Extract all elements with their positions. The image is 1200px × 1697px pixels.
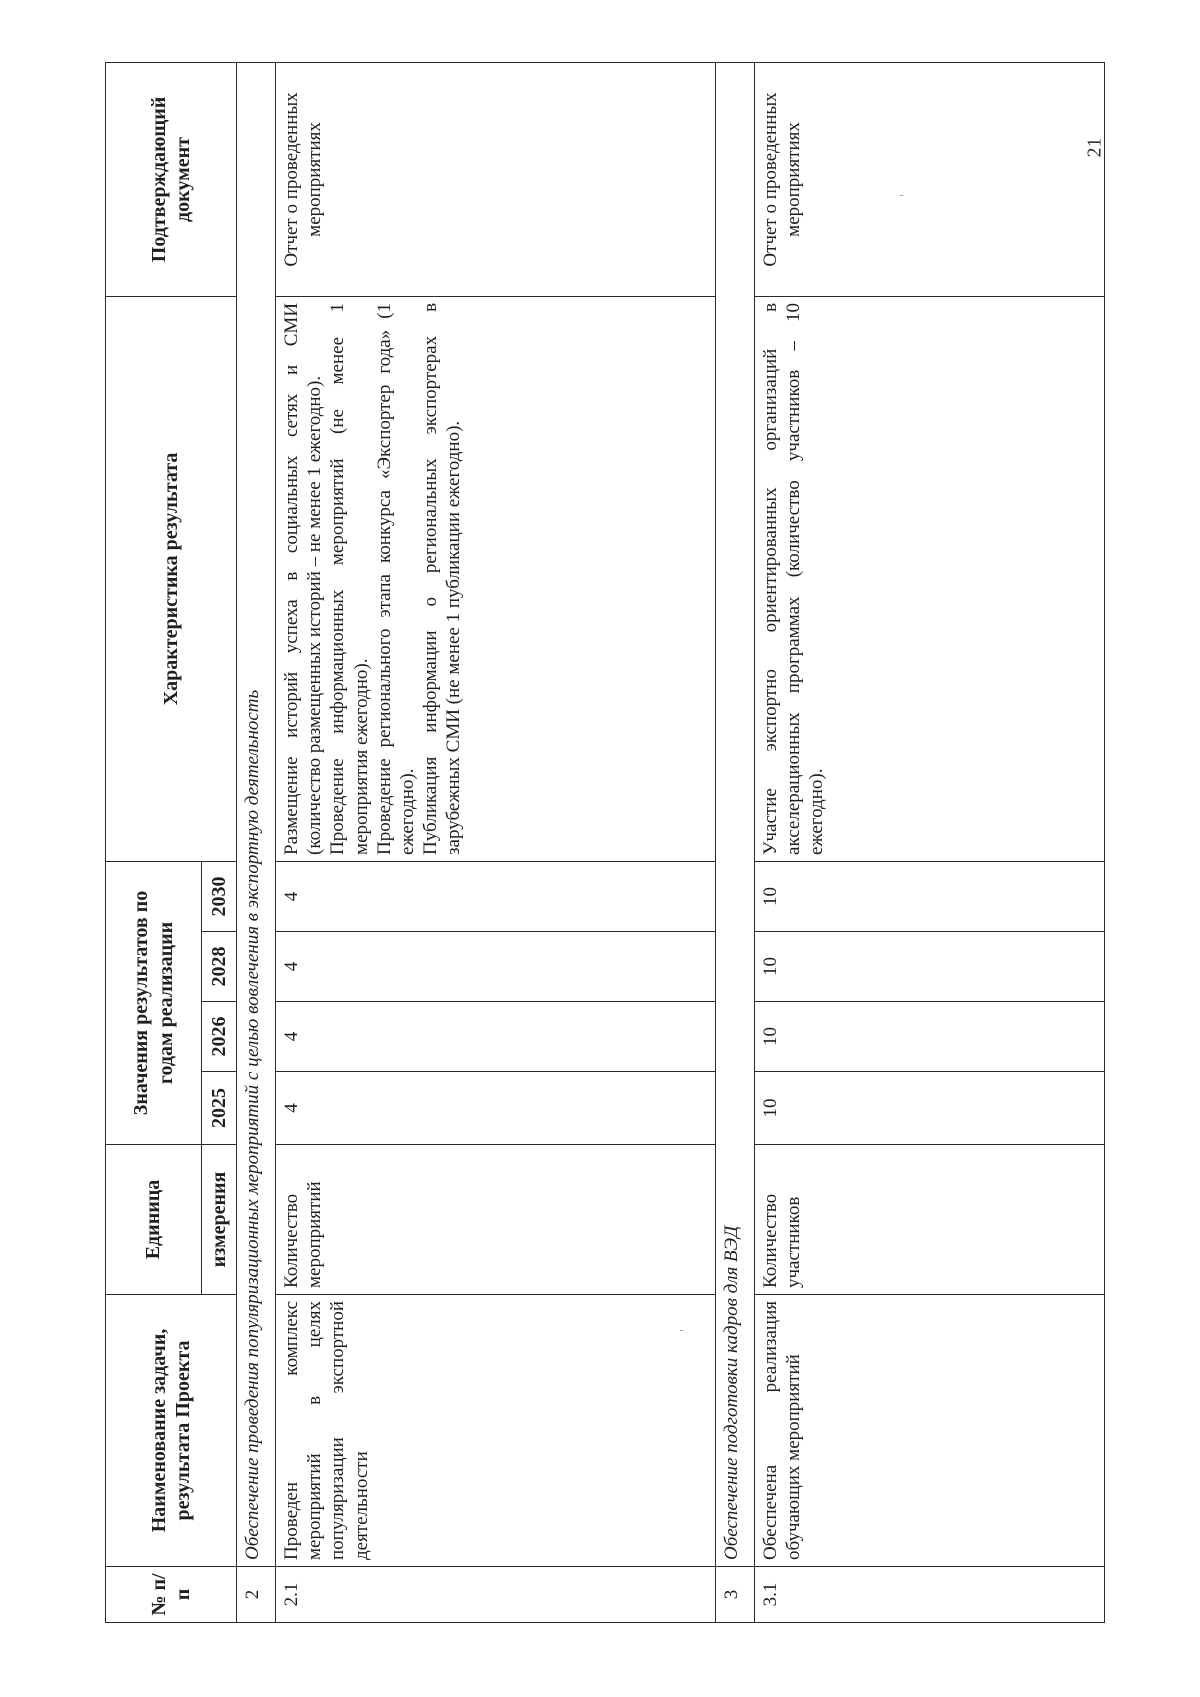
characteristic-line: Проведение регионального этапа конкурса «Экспортер года» (1 ежегодно). xyxy=(373,302,418,855)
row-value: 10 xyxy=(755,1002,1105,1072)
row-characteristic xyxy=(755,296,1105,861)
row-name: Проведен комплекс мероприятий в целях популяризации экспортной деятельности xyxy=(276,1295,716,1567)
header-unit-sub: измерения xyxy=(202,1145,237,1295)
header-name: Наименование задачи, результата Проекта xyxy=(106,1295,237,1567)
row-num: 3.1 xyxy=(755,1567,1105,1623)
header-characteristic: Характеристика результата xyxy=(106,296,237,861)
table-row xyxy=(276,62,716,1622)
table-row xyxy=(755,62,1105,1622)
row-name: Обеспечена реализация обучающих мероприятий xyxy=(755,1295,1105,1567)
page-number: 21 xyxy=(1083,137,1106,158)
row-value: 4 xyxy=(276,861,716,931)
characteristic-line: Публикация информации о региональных экспортерах в зарубежных СМИ (не менее 1 публикации ежегодно). xyxy=(420,302,465,855)
characteristic-line: Размещение историй успеха в социальных сетях и СМИ (количество размещенных историй – не менее 1 ежегодно). xyxy=(281,302,326,855)
row-unit: Количество мероприятий xyxy=(276,1145,716,1295)
section-num: 3 xyxy=(716,1567,755,1623)
header-num: № п/п xyxy=(106,1567,237,1623)
header-document: Подтверждающий документ xyxy=(106,62,237,296)
section-title: Обеспечение проведения популяризационных мероприятий с целью вовлечения в экспортную деятельность xyxy=(237,62,276,1566)
row-value: 10 xyxy=(755,1072,1105,1145)
header-values: Значения результатов по годам реализации xyxy=(106,861,202,1144)
row-value: 10 xyxy=(755,861,1105,931)
section-row xyxy=(237,62,276,1622)
characteristic-line: Проведение информационных мероприятий (не менее 1 мероприятия ежегодно). xyxy=(327,302,372,855)
header-year: 2030 xyxy=(202,861,237,931)
header-year: 2025 xyxy=(202,1072,237,1145)
row-unit: Количество участников xyxy=(755,1145,1105,1295)
row-value: 4 xyxy=(276,932,716,1002)
section-title: Обеспечение подготовки кадров для ВЭД xyxy=(716,62,755,1566)
row-value: 4 xyxy=(276,1002,716,1072)
header-year: 2026 xyxy=(202,1002,237,1072)
row-value: 10 xyxy=(755,932,1105,1002)
row-value: 4 xyxy=(276,1072,716,1145)
section-num: 2 xyxy=(237,1567,276,1623)
row-document: Отчет о проведенных мероприятиях xyxy=(755,62,1105,296)
characteristic-line: Участие экспортно ориентированных организаций в акселерационных программах (количество участников – 10 ежегодно). xyxy=(760,302,828,855)
header-year: 2028 xyxy=(202,932,237,1002)
row-num: 2.1 xyxy=(276,1567,716,1623)
results-table xyxy=(105,62,1105,1623)
row-document: Отчет о проведенных мероприятиях xyxy=(276,62,716,296)
rotated-table-container xyxy=(105,63,1105,1623)
row-characteristic xyxy=(276,296,716,861)
header-unit: Единица xyxy=(106,1145,202,1295)
section-row xyxy=(716,62,755,1622)
